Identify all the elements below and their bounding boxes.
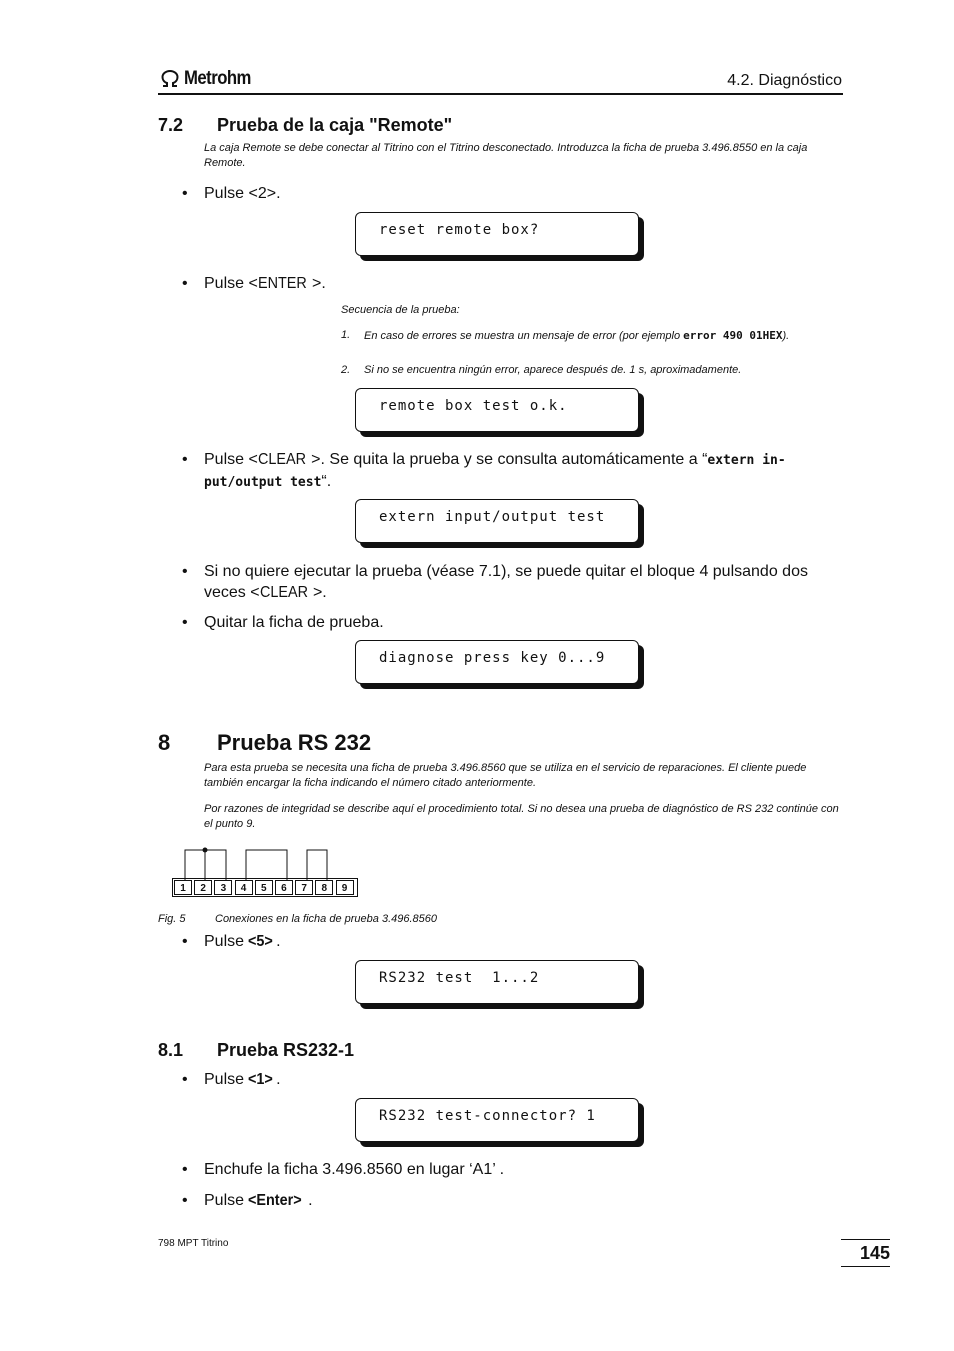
omega-logo-icon [160, 70, 180, 88]
bullet-dot: • [182, 1161, 188, 1178]
chapter-title: Prueba RS 232 [217, 730, 372, 755]
pin-label: 7 [295, 880, 313, 895]
section-note: Para esta prueba se necesita una ficha de prueba 3.496.8560 que se utiliza en el servicio de reparaciones. El cliente puede también encargar la ficha indicando el número citado anteriormente. [204, 762, 807, 789]
chapter-number: 8 [158, 730, 171, 755]
display-text: extern input/output test [379, 509, 606, 525]
bullet-text: Quitar la ficha de prueba. [204, 614, 384, 631]
logo-text: Metrohm [184, 68, 251, 89]
bullet-text: Enchufe la ficha 3.496.8560 en lugar ‘A1’ . [204, 1161, 505, 1178]
pin-label: 1 [174, 880, 192, 895]
key-label: CLEAR [257, 451, 306, 468]
key-label: ENTER [257, 275, 307, 292]
figure-text: Conexiones en la ficha de prueba 3.496.8560 [215, 913, 438, 925]
key-label: CLEAR [259, 584, 308, 601]
inline-code: extern in- [707, 453, 786, 468]
bullet-dot: • [182, 185, 188, 202]
error-code: error 490 01HEX [683, 329, 783, 342]
bullet-dot: • [182, 563, 188, 580]
jumper-2-3 [205, 850, 226, 880]
inline-code: put/output test [204, 475, 322, 490]
sequence-title: Secuencia de la prueba: [341, 304, 460, 316]
bullet-dot: • [182, 275, 188, 292]
section-number: 8.1 [158, 1040, 184, 1060]
section-note: Por razones de integridad se describe aquí el procedimiento total. Si no desea una prueba de diagnóstico de RS 232 continúe con el punto 9. [204, 803, 839, 830]
bullet-text: Pulse <Enter> . [204, 1192, 313, 1209]
display-text: reset remote box? [379, 222, 540, 238]
section-number: 7.2 [158, 115, 184, 135]
header-rule [158, 93, 843, 95]
pin-jumper-diagram [170, 842, 370, 882]
pin-label: 8 [315, 880, 333, 895]
bullet-text: Pulse <2>. [204, 185, 281, 202]
pin-label: 2 [194, 880, 212, 895]
bullet-dot: • [182, 614, 188, 631]
bullet-dot: • [182, 933, 188, 950]
display-text: remote box test o.k. [379, 398, 568, 414]
pin-label: 6 [275, 880, 293, 895]
bullet-text: Si no quiere ejecutar la prueba (véase 7.1), se puede quitar el bloque 4 pulsando dos veces <CLEAR >. [204, 563, 808, 601]
section-note: La caja Remote se debe conectar al Titrino con el Titrino desconectado. Introduzca la ficha de prueba 3.496.8550 en la caja Remote. [204, 142, 808, 169]
key-label: <5> [248, 933, 274, 950]
footer-product: 798 MPT Titrino [158, 1238, 229, 1249]
jumper-1-2 [185, 850, 205, 880]
pin-label: 4 [235, 880, 253, 895]
page-number: 145 [841, 1239, 890, 1267]
section-title: Prueba de la caja "Remote" [217, 115, 453, 135]
bullet-dot: • [182, 1192, 188, 1209]
metrohm-logo [160, 68, 260, 90]
section-title: Prueba RS232-1 [217, 1040, 355, 1060]
bullet-dot: • [182, 451, 188, 468]
display-text: RS232 test-connector? 1 [379, 1108, 596, 1124]
key-label: 2 [257, 185, 267, 202]
connector-pins [174, 880, 356, 895]
display-text: RS232 test 1...2 [379, 970, 540, 986]
key-label: <1> [248, 1071, 274, 1088]
pin-label: 3 [214, 880, 232, 895]
junction-dot [203, 848, 208, 853]
jumper-7-8 [307, 850, 327, 880]
bullet-text: Pulse <1> . [204, 1071, 281, 1088]
bullet-text: Pulse <ENTER >. [204, 275, 326, 292]
bullet-text: Pulse <CLEAR >. Se quita la prueba y se consulta automáticamente a “extern in- put/output test“. [204, 451, 786, 490]
titrino-display [355, 499, 639, 543]
bullet-text: Pulse <5> . [204, 933, 281, 950]
titrino-display [355, 640, 639, 684]
titrino-display [355, 212, 639, 256]
titrino-display [355, 388, 639, 432]
key-label: <Enter> [248, 1192, 303, 1209]
bullet-dot: • [182, 1071, 188, 1088]
figure-number: Fig. 5 [158, 913, 186, 925]
titrino-display [355, 960, 639, 1004]
titrino-display [355, 1098, 639, 1142]
pin-label: 9 [336, 880, 354, 895]
pin-label: 5 [255, 880, 273, 895]
header-section: 4.2. Diagnóstico [727, 72, 842, 89]
display-text: diagnose press key 0...9 [379, 650, 606, 666]
jumper-4-6 [246, 850, 287, 880]
